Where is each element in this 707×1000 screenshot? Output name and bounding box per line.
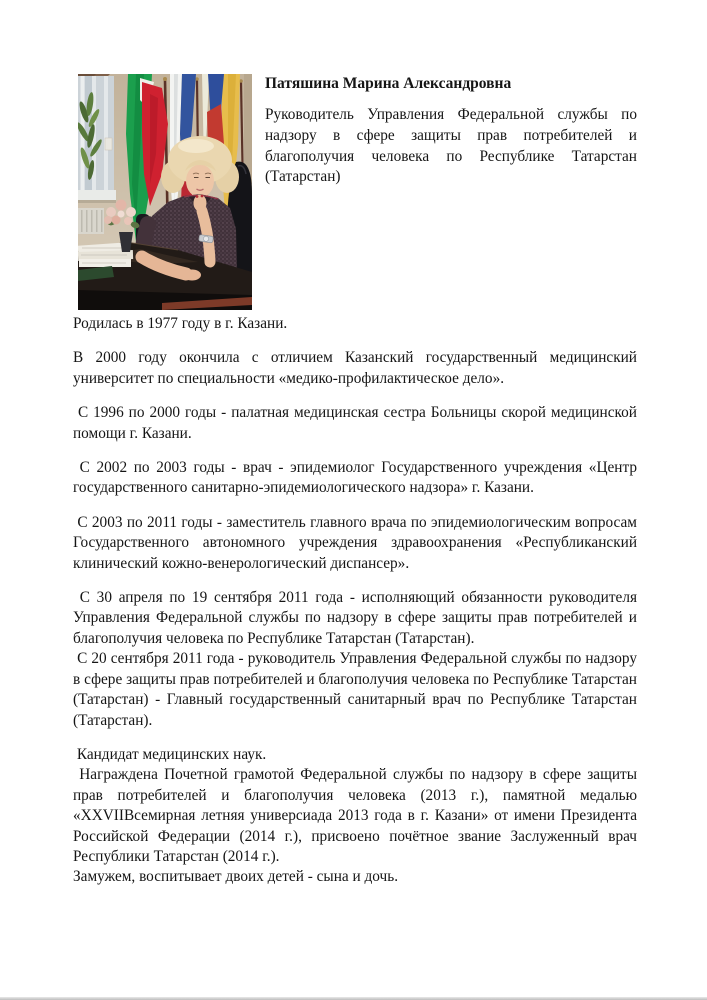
photo-radiator: [78, 208, 104, 234]
biography-text: [73, 314, 637, 888]
person-title: Руководитель Управления Федеральной службы по надзору в сфере защиты прав потребителей и благополучия человека по Республике Татарстан (Татарстан): [265, 106, 637, 186]
paragraph-family: Замужем, воспитывает двоих детей - сына и дочь.: [73, 868, 399, 886]
paragraph-born: Родилась в 1977 году в г. Казани.: [73, 315, 288, 332]
header-text-column: [265, 74, 637, 188]
paragraph-education: В 2000 году окончила с отличием Казанский государственный медицинский университет по специальности «медико-профилактическое дело».: [73, 349, 637, 387]
paragraph-2011-head: С 20 сентября 2011 года - руководитель Управления Федеральной службы по надзору в сфере защиты прав потребителей и благополучия человека по Республике Татарстан (Татарстан) - Главный государственный санитарный врач по Республике Татарстан (Татарстан).: [73, 650, 637, 729]
portrait-photo-illustration: [78, 74, 252, 310]
paragraph-awards: Награждена Почетной грамотой Федеральной службы по надзору в сфере защиты прав потребителей и благополучия человека (2013 г.), памятной медалью «XXVIIВсемирная летняя универсиада 2013 года в г. Казани» от имени Президента Российской Федерации (2014 г.), присвоено почётное звание Заслуженный врач Республики Татарстан (2014 г.).: [73, 766, 637, 865]
person-name: Патяшина Марина Александровна: [265, 75, 512, 92]
portrait-photo: [78, 74, 252, 310]
paragraph-degree: Кандидат медицинских наук.: [73, 745, 267, 763]
paragraph-2011-acting: С 30 апреля по 19 сентября 2011 года - исполняющий обязанности руководителя Управления Федеральной службы по надзору в сфере защиты прав потребителей и благополучия человека по Республике Татарстан (Татарстан).: [73, 589, 637, 647]
paragraph-2003-2011: С 2003 по 2011 годы - заместитель главного врача по эпидемиологическим вопросам Государственного автономного учреждения здравоохранения «Республиканский клинический кожно-венерологический диспансер».: [73, 513, 637, 572]
paragraph-1996-2000: С 1996 по 2000 годы - палатная медицинская сестра Больницы скорой медицинской помощи г. Казани.: [73, 404, 637, 442]
paragraph-2002-2003: С 2002 по 2003 годы - врач - эпидемиолог Государственного учреждения «Центр государственного санитарно-эпидемиологического надзора» г. Казани.: [73, 459, 637, 497]
